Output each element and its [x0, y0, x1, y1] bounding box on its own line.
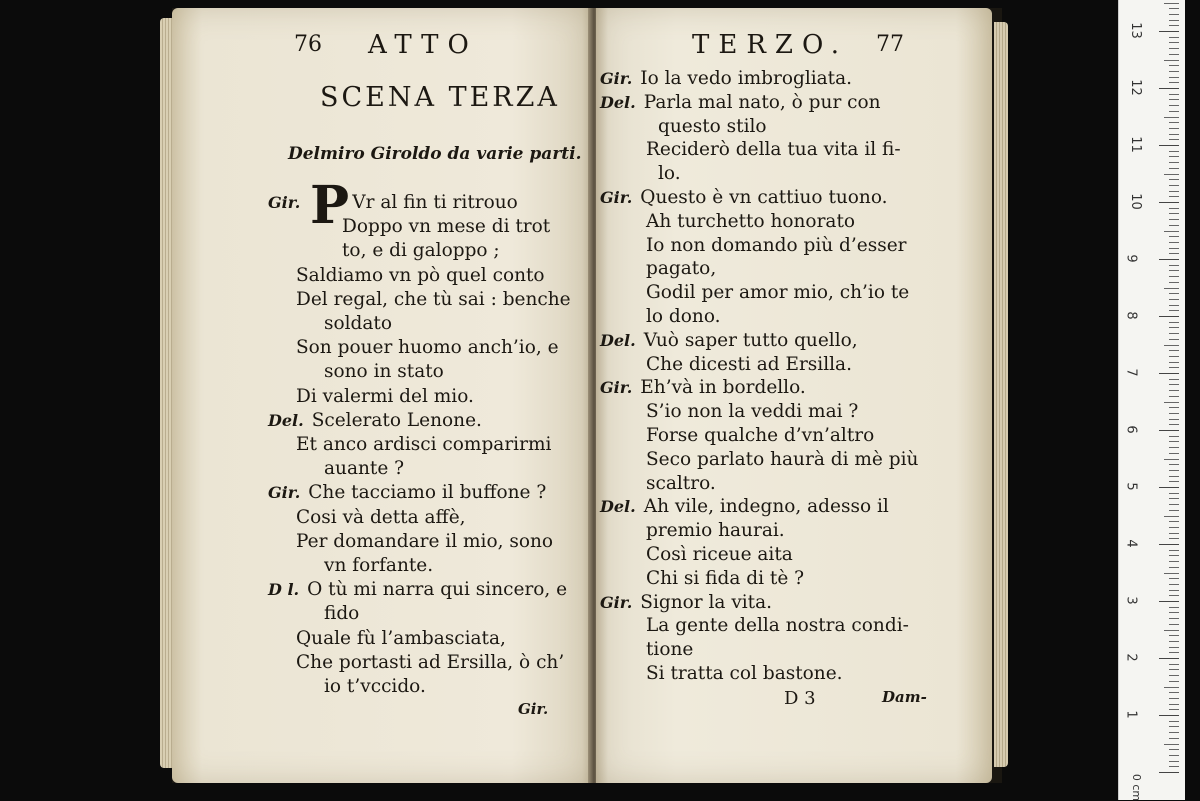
- verse-text: questo stilo: [658, 115, 767, 137]
- ruler-tick: [1169, 647, 1179, 648]
- ruler-tick: [1164, 630, 1179, 631]
- ruler-tick: [1169, 219, 1179, 220]
- verse-line: [658, 165, 681, 184]
- ruler-tick: [1169, 162, 1179, 163]
- verse-line: [646, 567, 805, 589]
- ruler-tick: [1169, 327, 1179, 328]
- ruler-tick: [1169, 122, 1179, 123]
- verse-text: Che dicesti ad Ersilla.: [646, 353, 852, 375]
- ruler-tick: [1169, 253, 1179, 254]
- ruler-tick: [1169, 652, 1179, 653]
- verse-line: [646, 427, 874, 446]
- verse-line: [646, 210, 856, 232]
- verse-line: [646, 260, 716, 279]
- ruler-tick: [1169, 356, 1179, 357]
- speaker-label: Gir.: [600, 592, 633, 612]
- ruler-tick: [1169, 111, 1179, 112]
- ruler-tick: [1169, 293, 1179, 294]
- verse-line: [324, 557, 433, 576]
- speaker-label: D l.: [268, 580, 300, 600]
- ruler-tick: [1169, 527, 1179, 528]
- ruler-unit-label: 0 cm: [1130, 773, 1144, 801]
- ruler-tick: [1169, 54, 1179, 55]
- ruler-tick: [1169, 664, 1179, 665]
- ruler-tick: [1169, 225, 1179, 226]
- ruler-tick: [1169, 270, 1179, 271]
- verse-line: [646, 641, 693, 660]
- verse-text: S’io non la veddi mai ?: [646, 401, 859, 423]
- ruler-tick: [1169, 709, 1179, 710]
- measurement-ruler: [1118, 0, 1185, 800]
- ruler-tick: [1159, 715, 1179, 716]
- verse-text: lo dono.: [646, 306, 721, 327]
- ruler-number: 4: [1123, 539, 1139, 548]
- verse-text: Cosi và detta affè,: [296, 506, 466, 528]
- ruler-tick: [1164, 174, 1179, 175]
- ruler-tick: [1169, 464, 1179, 465]
- verse-line: [296, 530, 554, 552]
- verse-text: Son pouer huomo anch’io, e: [296, 337, 559, 359]
- ruler-tick: [1169, 99, 1179, 100]
- ruler-tick: [1169, 726, 1179, 727]
- ruler-tick: [1169, 595, 1179, 596]
- verse-line: [600, 189, 888, 208]
- ruler-number: 12: [1127, 79, 1143, 96]
- verse-text: fido: [324, 603, 360, 625]
- ruler-tick: [1169, 25, 1179, 26]
- verse-line: [296, 264, 545, 286]
- verse-text: io t’vccido.: [324, 676, 426, 697]
- verse-line: [324, 315, 392, 334]
- ruler-tick: [1169, 14, 1179, 15]
- speaker-label: Del.: [600, 92, 636, 112]
- ruler-tick: [1169, 766, 1179, 767]
- ruler-tick: [1169, 322, 1179, 323]
- verse-line: [646, 284, 909, 303]
- ruler-tick: [1169, 20, 1179, 21]
- ruler-tick: [1169, 185, 1179, 186]
- verse-line: [268, 484, 546, 503]
- ruler-tick: [1169, 669, 1179, 670]
- ruler-tick: [1169, 37, 1179, 38]
- verse-line: [296, 506, 466, 528]
- ruler-number: 13: [1127, 22, 1143, 39]
- verse-line: [658, 115, 767, 137]
- ruler-tick: [1169, 607, 1179, 608]
- ruler-tick: [1169, 635, 1179, 636]
- ruler-tick: [1169, 721, 1179, 722]
- ruler-tick: [1169, 584, 1179, 585]
- ruler-tick: [1169, 407, 1179, 408]
- verse-line: [296, 651, 565, 673]
- ruler-tick: [1169, 692, 1179, 693]
- ruler-tick: [1159, 88, 1179, 89]
- ruler-tick: [1169, 77, 1179, 78]
- verse-line: [646, 522, 785, 541]
- running-head: TERZO.: [692, 30, 849, 60]
- ruler-tick: [1169, 749, 1179, 750]
- ruler-tick: [1159, 430, 1179, 431]
- verse-line: [600, 70, 852, 89]
- ruler-tick: [1159, 31, 1179, 32]
- verse-line: [646, 403, 858, 422]
- ruler-tick: [1169, 441, 1179, 442]
- verse-line: [646, 448, 919, 470]
- ruler-number: 1: [1123, 710, 1139, 719]
- ruler-tick: [1159, 544, 1179, 545]
- verse-text: Godil per amor mio, ch’io te: [646, 282, 910, 304]
- ruler-tick: [1169, 265, 1179, 266]
- verse-text: soldato: [324, 313, 392, 334]
- ruler-tick: [1169, 436, 1179, 437]
- page-number: 77: [876, 32, 904, 57]
- ruler-number: 6: [1123, 425, 1139, 434]
- ruler-tick: [1169, 396, 1179, 397]
- page-edges-right: [994, 22, 1008, 767]
- speaker-label: Gir.: [600, 188, 633, 207]
- verse-text: Io la vedo imbrogliata.: [640, 68, 853, 89]
- ruler-tick: [1159, 373, 1179, 374]
- ruler-number: 7: [1123, 368, 1139, 377]
- verse-line: [600, 591, 773, 613]
- verse-text: Doppo vn mese di trot: [342, 216, 551, 238]
- ruler-tick: [1159, 145, 1179, 146]
- ruler-tick: [1169, 738, 1179, 739]
- ruler-tick: [1164, 117, 1179, 118]
- speaker-label: Del.: [600, 497, 636, 517]
- ruler-tick: [1169, 248, 1179, 249]
- verse-text: Eh’và in bordello.: [640, 377, 806, 399]
- verse-line: [296, 385, 474, 407]
- drop-cap: P: [310, 175, 350, 236]
- verse-text: Vr al fin ti ritrouo: [352, 192, 518, 213]
- verse-text: Saldiamo vn pò quel conto: [296, 264, 545, 286]
- ruler-tick: [1169, 276, 1179, 277]
- ruler-tick: [1169, 156, 1179, 157]
- scene-persons: Delmiro Giroldo da varie parti.: [288, 144, 582, 164]
- ruler-tick: [1159, 601, 1179, 602]
- verse-text: to, e di galoppo ;: [342, 240, 500, 262]
- ruler-tick: [1159, 259, 1179, 260]
- ruler-tick: [1169, 618, 1179, 619]
- verse-text: tione: [646, 639, 694, 661]
- verse-line: [268, 581, 567, 600]
- verse-line: [646, 665, 843, 684]
- verse-text: La gente della nostra condi-: [646, 615, 909, 637]
- ruler-tick: [1164, 744, 1179, 745]
- ruler-tick: [1169, 578, 1179, 579]
- ruler-tick: [1169, 413, 1179, 414]
- scene-title: SCENA TERZA: [320, 82, 560, 113]
- ruler-tick: [1169, 624, 1179, 625]
- verse-text: sono in stato: [324, 361, 444, 383]
- verse-text: premio haurai.: [646, 520, 785, 542]
- ruler-tick: [1169, 379, 1179, 380]
- ruler-tick: [1169, 493, 1179, 494]
- verse-line: [296, 288, 571, 310]
- ruler-tick: [1169, 367, 1179, 368]
- verse-line: [646, 353, 852, 375]
- verse-line: [342, 218, 550, 237]
- verse-line: [600, 91, 881, 113]
- verse-text: Ah turchetto honorato: [646, 210, 856, 232]
- ruler-tick: [1169, 498, 1179, 499]
- ruler-tick: [1169, 42, 1179, 43]
- ruler-tick: [1169, 761, 1179, 762]
- verse-text: Si tratta col bastone.: [646, 663, 843, 684]
- verse-line: [646, 546, 793, 565]
- open-book: [172, 8, 1002, 783]
- left-page: [172, 8, 592, 783]
- verse-line: [324, 605, 359, 624]
- ruler-number: 9: [1123, 254, 1139, 263]
- ruler-tick: [1169, 134, 1179, 135]
- speaker-label: Gir.: [600, 378, 633, 398]
- ruler-tick: [1169, 94, 1179, 95]
- verse-text: pagato,: [646, 258, 717, 280]
- speaker-label: Del.: [268, 410, 304, 430]
- ruler-tick: [1159, 316, 1179, 317]
- catchword: Gir.: [518, 700, 549, 718]
- ruler-number: 10: [1127, 193, 1143, 210]
- verse-line: [600, 329, 858, 351]
- ruler-tick: [1169, 590, 1179, 591]
- ruler-tick: [1169, 470, 1179, 471]
- verse-text: Che tacciamo il buffone ?: [308, 482, 547, 504]
- ruler-tick: [1169, 447, 1179, 448]
- ruler-tick: [1169, 151, 1179, 152]
- ruler-tick: [1169, 561, 1179, 562]
- ruler-tick: [1169, 538, 1179, 539]
- ruler-tick: [1169, 191, 1179, 192]
- ruler-tick: [1169, 339, 1179, 340]
- ruler-number: 8: [1123, 311, 1139, 320]
- ruler-tick: [1164, 687, 1179, 688]
- verse-line: [646, 141, 901, 160]
- verse-text: Io non domando più d’esser: [646, 234, 907, 256]
- ruler-tick: [1169, 755, 1179, 756]
- ruler-tick: [1169, 105, 1179, 106]
- ruler-tick: [1169, 213, 1179, 214]
- ruler-tick: [1169, 550, 1179, 551]
- ruler-number: 2: [1123, 653, 1139, 662]
- ruler-tick: [1169, 704, 1179, 705]
- ruler-tick: [1164, 345, 1179, 346]
- verse-line: [342, 242, 500, 261]
- verse-text: O tù mi narra qui sincero, e: [307, 579, 568, 601]
- verse-line: [324, 363, 444, 382]
- ruler-tick: [1169, 305, 1179, 306]
- verse-text: auante ?: [324, 458, 405, 480]
- ruler-tick: [1169, 168, 1179, 169]
- verse-text: vn forfante.: [324, 555, 434, 576]
- verse-text: Per domandare il mio, sono: [296, 530, 554, 552]
- verse-text: Et anco ardisci comparirmi: [296, 434, 552, 455]
- ruler-tick: [1169, 675, 1179, 676]
- verse-text: Ah vile, indegno, adesso il: [643, 496, 889, 518]
- ruler-tick: [1169, 179, 1179, 180]
- ruler-tick: [1169, 504, 1179, 505]
- running-head: ATTO: [368, 30, 478, 60]
- ruler-tick: [1169, 299, 1179, 300]
- verse-text: Seco parlato haurà di mè più: [646, 448, 919, 470]
- verse-line: [296, 436, 551, 455]
- ruler-tick: [1159, 487, 1179, 488]
- verse-text: Di valermi del mio.: [296, 385, 474, 407]
- ruler-tick: [1164, 3, 1179, 4]
- verse-line: [600, 379, 806, 398]
- page-number: 76: [294, 32, 322, 57]
- verse-line: [646, 234, 907, 256]
- ruler-tick: [1169, 641, 1179, 642]
- ruler-tick: [1169, 310, 1179, 311]
- verse-text: Chi si fida di tè ?: [646, 567, 805, 589]
- ruler-tick: [1169, 236, 1179, 237]
- verse-text: Questo è vn cattiuo tuono.: [640, 187, 888, 208]
- ruler-tick: [1169, 384, 1179, 385]
- ruler-tick: [1169, 362, 1179, 363]
- ruler-tick: [1169, 71, 1179, 72]
- ruler-tick: [1164, 60, 1179, 61]
- verse-line: [268, 409, 482, 431]
- ruler-tick: [1169, 424, 1179, 425]
- ruler-number: 5: [1123, 482, 1139, 491]
- ruler-tick: [1164, 288, 1179, 289]
- verse-text: scaltro.: [646, 472, 716, 494]
- right-page: [596, 8, 992, 783]
- verse-text: Quale fù l’ambasciata,: [296, 627, 506, 649]
- ruler-tick: [1169, 476, 1179, 477]
- ruler-tick: [1169, 419, 1179, 420]
- verse-line: [296, 627, 506, 649]
- ruler-tick: [1169, 555, 1179, 556]
- ruler-tick: [1169, 732, 1179, 733]
- verse-text: Così riceue aita: [646, 544, 793, 565]
- ruler-tick: [1169, 350, 1179, 351]
- verse-text: Forse qualche d’vn’altro: [646, 425, 875, 446]
- ruler-tick: [1169, 242, 1179, 243]
- ruler-tick: [1169, 698, 1179, 699]
- speaker-label: Gir.: [268, 483, 301, 503]
- catchword: Dam-: [882, 688, 927, 706]
- ruler-tick: [1169, 82, 1179, 83]
- ruler-tick: [1169, 481, 1179, 482]
- verse-text: Vuò saper tutto quello,: [643, 329, 858, 351]
- verse-line: [646, 472, 716, 494]
- speaker-label: Del.: [600, 330, 636, 350]
- ruler-tick: [1169, 196, 1179, 197]
- verse-line: [296, 339, 559, 358]
- ruler-tick: [1169, 681, 1179, 682]
- verse-text: Del regal, che tù sai : benche: [296, 288, 571, 310]
- ruler-tick: [1159, 772, 1179, 773]
- verse-line: [268, 194, 518, 213]
- ruler-tick: [1169, 521, 1179, 522]
- ruler-tick: [1169, 567, 1179, 568]
- ruler-tick: [1169, 48, 1179, 49]
- verse-text: Signor la vita.: [640, 591, 773, 613]
- verse-line: [646, 617, 909, 636]
- verse-line: [600, 498, 889, 517]
- verse-line: [324, 678, 426, 697]
- ruler-tick: [1164, 573, 1179, 574]
- ruler-number: 11: [1127, 136, 1143, 153]
- signature-mark: D 3: [784, 688, 816, 709]
- ruler-tick: [1169, 390, 1179, 391]
- ruler-tick: [1169, 282, 1179, 283]
- ruler-tick: [1164, 516, 1179, 517]
- ruler-tick: [1159, 202, 1179, 203]
- verse-text: lo.: [658, 163, 681, 185]
- speaker-label: Gir.: [268, 193, 301, 212]
- verse-text: Che portasti ad Ersilla, ò ch’: [296, 651, 565, 673]
- ruler-tick: [1169, 612, 1179, 613]
- verse-line: [324, 460, 404, 479]
- speaker-label: Gir.: [600, 69, 633, 88]
- ruler-tick: [1164, 402, 1179, 403]
- ruler-tick: [1169, 533, 1179, 534]
- ruler-tick: [1169, 8, 1179, 9]
- ruler-tick: [1169, 65, 1179, 66]
- ruler-tick: [1159, 658, 1179, 659]
- verse-text: Parla mal nato, ò pur con: [643, 91, 881, 113]
- verse-text: Scelerato Lenone.: [311, 409, 482, 431]
- ruler-tick: [1169, 510, 1179, 511]
- ruler-tick: [1169, 128, 1179, 129]
- ruler-number: 3: [1123, 596, 1139, 605]
- verse-line: [646, 308, 721, 327]
- ruler-tick: [1169, 139, 1179, 140]
- ruler-tick: [1169, 208, 1179, 209]
- verse-text: Reciderò della tua vita il fi-: [646, 139, 901, 161]
- ruler-tick: [1169, 333, 1179, 334]
- ruler-tick: [1164, 231, 1179, 232]
- ruler-tick: [1164, 459, 1179, 460]
- ruler-tick: [1169, 453, 1179, 454]
